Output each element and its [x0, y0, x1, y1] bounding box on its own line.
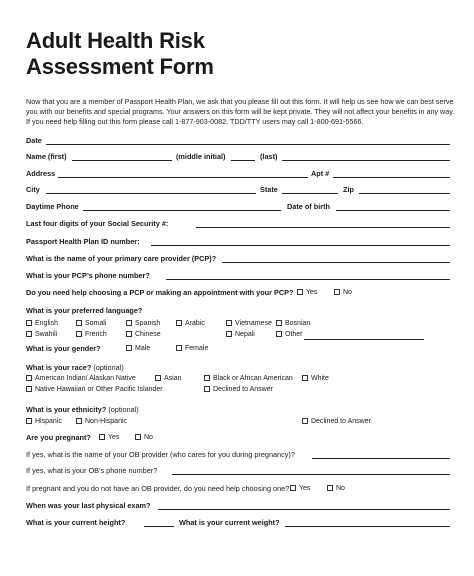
- intro-paragraph: Now that you are a member of Passport Health Plan, we ask that you please fill out this form. It will help us see how we can best serve you with our benefits and special programs. Your answers on this form will be kept private. They will not affect your benefits in any way. If you need help filling out this form please call 1-877-903-0082. TDD/TTY users may call 1-800-691-5566.: [26, 97, 455, 126]
- checkbox-icon[interactable]: [135, 434, 141, 440]
- checkbox-icon[interactable]: [327, 485, 333, 491]
- checkbox-icon[interactable]: [290, 485, 296, 491]
- pcp-phone-field[interactable]: [166, 271, 450, 280]
- ob-provider-label: If yes, what is the name of your OB provider (who cares for you during pregnancy)?: [26, 450, 295, 459]
- last-exam-label: When was your last physical exam?: [26, 501, 151, 510]
- ssn-field[interactable]: [196, 219, 450, 228]
- pcp-phone-row: [26, 270, 456, 282]
- ob-phone-row: [26, 465, 456, 477]
- checkbox-icon[interactable]: [155, 375, 161, 381]
- need-help-pcp-row: [26, 287, 456, 299]
- checkbox-icon[interactable]: [276, 320, 282, 326]
- pregnant-option-yes[interactable]: Yes: [99, 432, 119, 444]
- date-label: Date: [26, 136, 42, 145]
- race-option-american-indian[interactable]: American Indian/ Alaskan Native: [26, 373, 136, 385]
- race-option-native-hawaiian[interactable]: Native Hawaiian or Other Pacific Islander: [26, 384, 163, 396]
- title-line-2: Assessment Form: [26, 54, 214, 79]
- weight-label: What is your current weight?: [179, 518, 280, 527]
- gender-option-male[interactable]: Male: [126, 343, 150, 355]
- title-line-1: Adult Health Risk: [26, 28, 205, 53]
- date-field[interactable]: [46, 136, 450, 145]
- race-option-black[interactable]: Black or African American: [204, 373, 293, 385]
- last-name-field[interactable]: [282, 152, 450, 161]
- state-field[interactable]: [282, 185, 338, 194]
- race-option-asian[interactable]: Asian: [155, 373, 182, 385]
- language-option-bosnian[interactable]: Bosnian: [276, 318, 310, 330]
- checkbox-icon[interactable]: [276, 331, 282, 337]
- daytime-phone-field[interactable]: [83, 202, 281, 211]
- height-label: What is your current height?: [26, 518, 126, 527]
- checkbox-icon[interactable]: [176, 345, 182, 351]
- form-title: [26, 28, 214, 80]
- language-option-other[interactable]: Other: [276, 329, 303, 341]
- language-option-english[interactable]: English: [26, 318, 58, 330]
- checkbox-icon[interactable]: [226, 320, 232, 326]
- language-option-french[interactable]: French: [76, 329, 107, 341]
- ob-help-row: [26, 483, 456, 495]
- pcp-phone-label: What is your PCP’s phone number?: [26, 271, 150, 280]
- height-field[interactable]: [144, 518, 174, 527]
- checkbox-icon[interactable]: [126, 331, 132, 337]
- ob-phone-field[interactable]: [172, 466, 450, 475]
- address-field[interactable]: [58, 169, 308, 178]
- pcp-row: [26, 253, 456, 265]
- ssn-label: Last four digits of your Social Security #:: [26, 219, 169, 228]
- plan-id-field[interactable]: [151, 237, 450, 246]
- gender-label: What is your gender?: [26, 344, 101, 353]
- language-option-arabic[interactable]: Arabic: [176, 318, 205, 330]
- pcp-label: What is the name of your primary care provider (PCP)?: [26, 254, 217, 263]
- date-row: [26, 135, 42, 147]
- ob-help-option-yes[interactable]: Yes: [290, 483, 310, 495]
- checkbox-icon[interactable]: [76, 418, 82, 424]
- middle-initial-field[interactable]: [231, 152, 255, 161]
- language-option-vietnamese[interactable]: Vietnamese: [226, 318, 272, 330]
- language-option-spanish[interactable]: Spanish: [126, 318, 160, 330]
- apt-label: Apt #: [311, 169, 330, 178]
- checkbox-icon[interactable]: [204, 375, 210, 381]
- plan-id-label: Passport Health Plan ID number:: [26, 237, 140, 246]
- zip-label: Zip: [343, 185, 354, 194]
- apt-field[interactable]: [333, 169, 450, 178]
- ethnicity-label: What is your ethnicity?: [26, 405, 107, 414]
- dob-label: Date of birth: [287, 202, 330, 211]
- checkbox-icon[interactable]: [26, 386, 32, 392]
- ethnicity-option-hispanic[interactable]: Hispanic: [26, 416, 62, 428]
- ob-help-option-no[interactable]: No: [327, 483, 345, 495]
- ethnicity-option-declined[interactable]: Declined to Answer: [302, 416, 371, 428]
- checkbox-icon[interactable]: [126, 345, 132, 351]
- first-name-field[interactable]: [72, 152, 172, 161]
- ethnicity-option-non-hispanic[interactable]: Non-Hispanic: [76, 416, 127, 428]
- language-row: [26, 305, 456, 317]
- ob-provider-row: [26, 449, 456, 461]
- daytime-phone-label: Daytime Phone: [26, 202, 79, 211]
- checkbox-icon[interactable]: [302, 418, 308, 424]
- checkbox-icon[interactable]: [26, 320, 32, 326]
- language-option-swahili[interactable]: Swahili: [26, 329, 57, 341]
- last-exam-field[interactable]: [158, 501, 450, 510]
- language-option-somali[interactable]: Somali: [76, 318, 106, 330]
- checkbox-icon[interactable]: [26, 418, 32, 424]
- height-weight-row: [26, 517, 456, 529]
- checkbox-icon[interactable]: [126, 320, 132, 326]
- phone-dob-row: [26, 201, 456, 213]
- race-label: What is your race?: [26, 363, 92, 372]
- pcp-field[interactable]: [222, 254, 450, 263]
- checkbox-icon[interactable]: [302, 375, 308, 381]
- ob-provider-field[interactable]: [312, 450, 450, 459]
- pregnant-label: Are you pregnant?: [26, 433, 91, 442]
- ethnicity-row: [26, 404, 456, 416]
- need-help-pcp-label: Do you need help choosing a PCP or making an appointment with your PCP?: [26, 288, 294, 297]
- city-label: City: [26, 185, 40, 194]
- name-first-label: Name (first): [26, 152, 67, 161]
- city-field[interactable]: [46, 185, 256, 194]
- address-label: Address: [26, 169, 56, 178]
- language-option-chinese[interactable]: Chinese: [126, 329, 161, 341]
- middle-initial-label: (middle initial): [176, 152, 226, 161]
- checkbox-icon[interactable]: [297, 289, 303, 295]
- checkbox-icon[interactable]: [334, 289, 340, 295]
- checkbox-icon[interactable]: [226, 331, 232, 337]
- pregnant-option-no[interactable]: No: [135, 432, 153, 444]
- ethnicity-optional-label: (optional): [108, 405, 139, 414]
- checkbox-icon[interactable]: [99, 434, 105, 440]
- state-label: State: [260, 185, 278, 194]
- checkbox-icon[interactable]: [76, 320, 82, 326]
- plan-id-row: [26, 236, 456, 248]
- ob-phone-label: If yes, what is your OB’s phone number?: [26, 466, 158, 475]
- last-name-label: (last): [260, 152, 278, 161]
- checkbox-icon[interactable]: [176, 320, 182, 326]
- last-exam-row: [26, 500, 456, 512]
- need-help-pcp-no[interactable]: No: [334, 287, 352, 299]
- checkbox-icon[interactable]: [76, 331, 82, 337]
- name-row: [26, 151, 456, 163]
- language-option-nepali[interactable]: Nepali: [226, 329, 255, 341]
- dob-field[interactable]: [336, 202, 450, 211]
- race-option-declined[interactable]: Declined to Answer: [204, 384, 273, 396]
- need-help-pcp-yes[interactable]: Yes: [297, 287, 317, 299]
- language-label: What is your preferred language?: [26, 306, 143, 315]
- checkbox-icon[interactable]: [204, 386, 210, 392]
- zip-field[interactable]: [359, 185, 450, 194]
- checkbox-icon[interactable]: [26, 375, 32, 381]
- ssn-row: [26, 218, 456, 230]
- gender-option-female[interactable]: Female: [176, 343, 208, 355]
- race-option-white[interactable]: White: [302, 373, 329, 385]
- checkbox-icon[interactable]: [26, 331, 32, 337]
- pregnant-row: [26, 432, 456, 444]
- gender-row: [26, 343, 456, 355]
- language-other-field[interactable]: [304, 331, 424, 340]
- race-optional-label: (optional): [93, 363, 124, 372]
- weight-field[interactable]: [285, 518, 450, 527]
- city-row: [26, 184, 456, 196]
- address-row: [26, 168, 456, 180]
- ob-help-label: If pregnant and you do not have an OB provider, do you need help choosing one?: [26, 484, 290, 493]
